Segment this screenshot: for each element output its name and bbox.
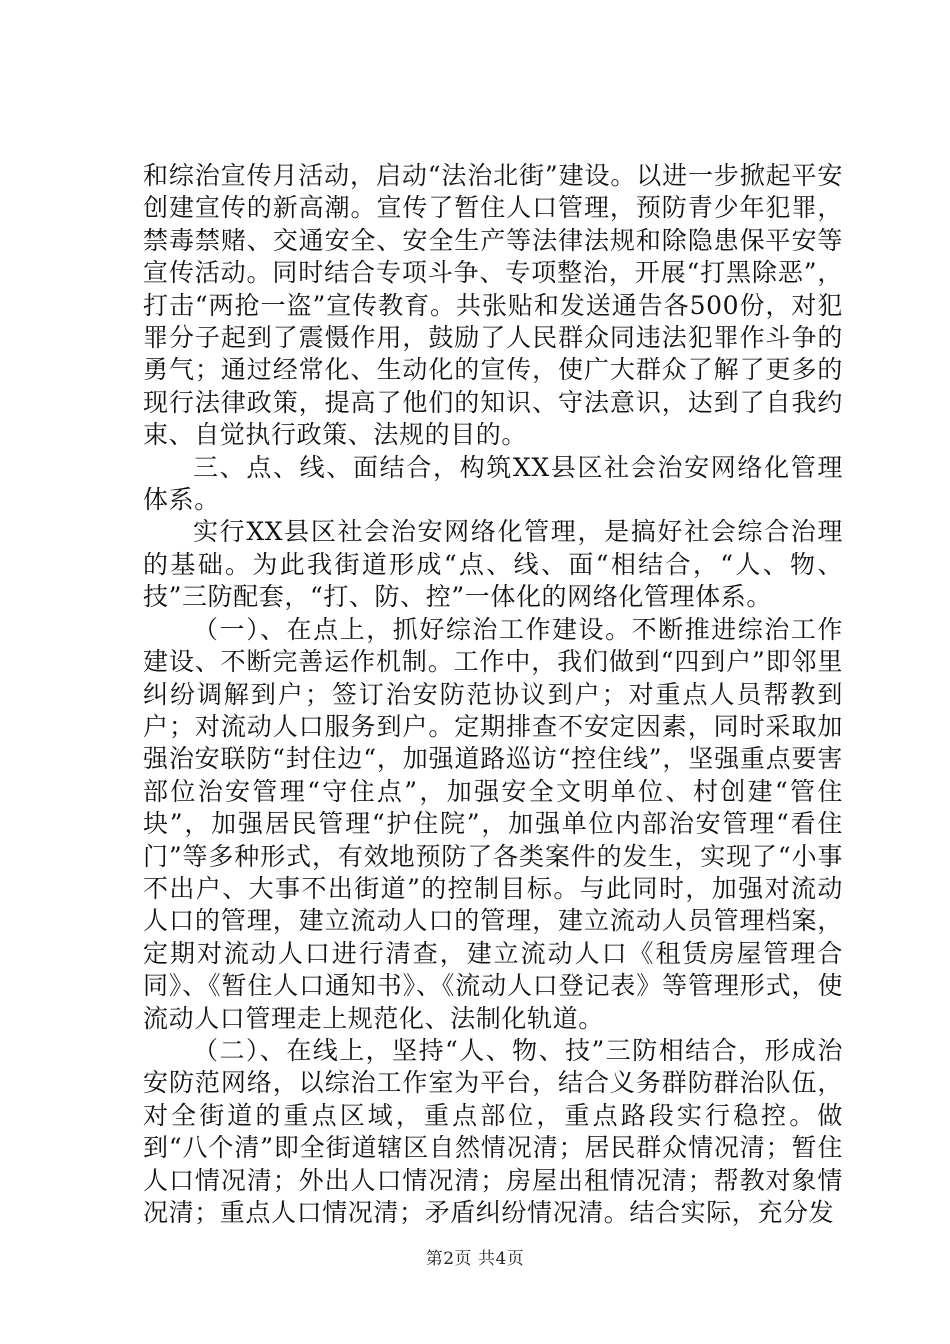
paragraph-continuation: 和综治宣传月活动，启动“法治北街”建设。以进一步掀起平安创建宣传的新高潮。宣传了暂住人口管理，预防青少年犯罪，禁毒禁赌、交通安全、安全生产等法律法规和除隐患保平安等宣传活动。同时结合专项斗争、专项整治，开展“打黑除恶”，打击“两抢一盗”宣传教育。共张贴和发送通告各500份，对犯罪分子起到了震慑作用，鼓励了人民群众同违法犯罪作斗争的勇气；通过经常化、生动化的宣传，使广大群众了解了更多的现行法律政策，提高了他们的知识、守法意识，达到了自我约束、自觉执行政策、法规的目的。 (143, 161, 843, 450)
document-body (143, 160, 843, 1229)
paragraph-line: （二）、在线上，坚持“人、物、技”三防相结合，形成治安防范网络，以综治工作室为平台，结合义务群防群治队伍，对全街道的重点区域，重点部位，重点路段实行稳控。做到“八个清”即全街道辖区自然情况清；居民群众情况清；暂住人口情况清；外出人口情况清；房屋出租情况清；帮教对象情况清；重点人口情况清；矛盾纠纷情况清。结合实际，充分发 (143, 1035, 843, 1227)
section-heading-three: 三、点、线、面结合，构筑XX县区社会治安网络化管理体系。 (143, 452, 843, 515)
page-footer: 第2页 共4页 (425, 1249, 525, 1269)
paragraph-point: （一）、在点上，抓好综治工作建设。不断推进综治工作建设、不断完善运作机制。工作中，我们做到“四到户”即邻里纠纷调解到户；签订治安防范协议到户；对重点人员帮教到户；对流动人口服务到户。定期排查不安定因素，同时采取加强治安联防“封住边“，加强道路巡访“控住线”，坚强重点要害部位治安管理“守住点”，加强安全文明单位、村创建“管住块”，加强居民管理“护住院”，加强单位内部治安管理“看住门”等多种形式，有效地预防了各类案件的发生，实现了“小事不出户、大事不出街道”的控制目标。与此同时，加强对流动人口的管理，建立流动人口的管理，建立流动人员管理档案，定期对流动人口进行清查，建立流动人口《租赁房屋管理合同》、《暂住人口通知书》、《流动人口登记表》等管理形式，使流动人口管理走上规范化、法制化轨道。 (143, 614, 843, 1033)
paragraph-intro: 实行XX县区社会治安网络化管理，是搞好社会综合治理的基础。为此我街道形成“点、线、面“相结合，“人、物、技”三防配套，“打、防、控”一体化的网络化管理体系。 (143, 517, 843, 612)
